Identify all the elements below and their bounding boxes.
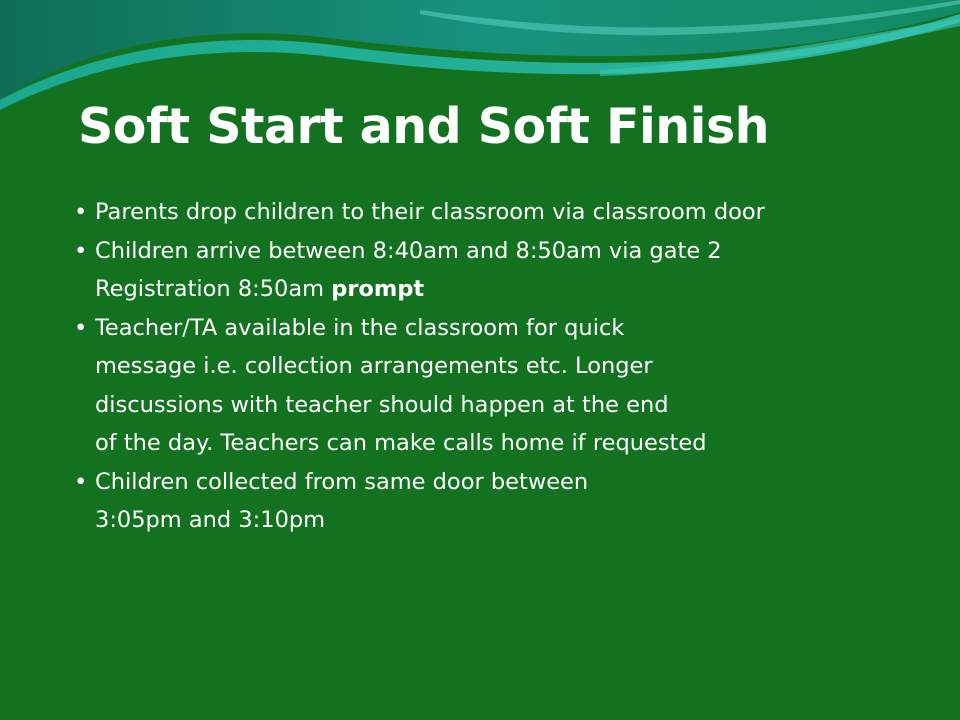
registration-line <box>74 270 934 309</box>
bullet-line: Parents drop children to their classroom via classroom door <box>95 199 765 225</box>
bullet-continuation-line: of the day. Teachers can make calls home if requested <box>95 430 707 456</box>
bullet-item-teacher-ta <box>74 309 934 348</box>
bullet-line: Children arrive between 8:40am and 8:50am via gate 2 <box>95 237 722 264</box>
bullet-continuation-line: message i.e. collection arrangements etc. Longer <box>95 353 653 379</box>
registration-text: Registration 8:50am <box>95 276 332 302</box>
bullet-dot-icon: • <box>74 314 88 341</box>
bullet-item-arrival <box>74 232 934 271</box>
bullet-item-collection <box>74 463 934 502</box>
bullet-dot-icon: • <box>74 199 88 225</box>
bullet-line: Teacher/TA available in the classroom for quick <box>95 314 625 341</box>
bullet-continuation-line: discussions with teacher should happen at the end <box>95 391 669 418</box>
bullet-item-drop-off <box>74 193 934 232</box>
bullet-line: Children collected from same door between <box>95 468 589 495</box>
registration-emphasis: prompt <box>331 276 425 302</box>
bullet-dot-icon: • <box>74 468 88 495</box>
bullet-list <box>74 193 934 540</box>
slide-title: Soft Start and Soft Finish <box>78 98 770 155</box>
bullet-dot-icon: • <box>74 237 88 264</box>
bullet-continuation-line: 3:05pm and 3:10pm <box>95 507 326 533</box>
